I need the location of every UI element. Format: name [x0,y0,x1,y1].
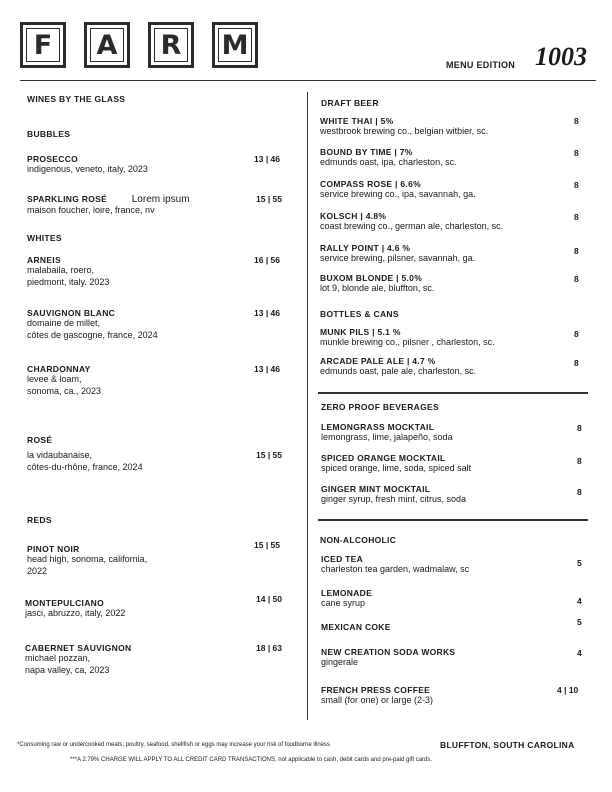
wine-desc: head high, sonoma, california, [27,554,148,564]
beverage-desc: gingerale [321,657,359,667]
mocktail-item [321,422,453,444]
mocktail-price: 8 [577,456,582,466]
beverage-name: FRENCH PRESS COFFEE [321,685,431,695]
location-label: BLUFFTON, SOUTH CAROLINA [440,740,575,750]
beverage-price: 4 [577,596,582,606]
wine-name: ARNEIS [27,255,61,265]
beverage-item [321,622,391,632]
wine-item [27,364,101,397]
beverage-item [321,685,433,707]
wine-desc: la vidaubanaise, [27,450,93,460]
mocktail-name: GINGER MINT MOCKTAIL [321,484,431,494]
beer-item [320,243,475,265]
wine-name-text: SPARKLING ROSÉ [27,194,108,204]
wine-item [27,544,147,577]
beer-item [320,356,476,378]
beer-item [320,211,503,233]
mocktail-name: SPICED ORANGE MOCKTAIL [321,453,446,463]
beer-name: MUNK PILS | 5.1 % [320,327,401,337]
bubbles-heading: BUBBLES [27,129,71,139]
wine-desc: côtes de gascogne, france, 2024 [27,329,158,340]
beverage-name: LEMONADE [321,588,373,598]
mocktail-item [321,484,466,506]
wine-name: ROSÉ [27,435,53,445]
beer-price: 8 [574,246,579,256]
zero-proof-heading: ZERO PROOF BEVERAGES [321,402,439,412]
beverage-price: 4 [577,648,582,658]
beer-name: WHITE THAI | 5% [320,116,394,126]
beer-item [320,327,495,349]
reds-heading: REDS [27,515,52,525]
mocktail-desc: spiced orange, lime, soda, spiced salt [321,463,472,473]
beer-desc: edmunds oast, pale ale, charleston, sc. [320,366,477,376]
wine-name-extra: Lorem ipsum [131,194,190,205]
beer-item [320,273,434,295]
logo-underline [20,80,596,81]
beer-price: 8 [574,180,579,190]
wine-item [27,194,190,217]
beer-price: 8 [574,274,579,284]
beverage-name: NEW CREATION SODA WORKS [321,647,456,657]
logo-letter-r-box [148,22,194,68]
beer-name: COMPASS ROSE | 6.6% [320,179,421,189]
wine-desc: 2022 [27,565,48,576]
beer-price: 8 [574,329,579,339]
beverage-desc: cane syrup [321,598,366,608]
logo-letter-a-box [84,22,130,68]
wine-name: PINOT NOIR [27,544,80,554]
logo-letter: M [221,29,249,61]
section-rule [318,519,588,521]
beverage-item [321,588,372,610]
wine-item [25,643,131,676]
wine-price: 13 | 46 [254,364,281,374]
mocktail-price: 8 [577,423,582,433]
beverage-price: 4 | 10 [557,685,579,695]
wine-desc: côtes-du-rhône, france, 2024 [27,461,143,472]
beer-desc: coast brewing co., german ale, charleston, sc. [320,221,504,231]
wine-name: SAUVIGNON BLANC [27,308,116,318]
wine-item [25,598,125,620]
wine-price: 18 | 63 [256,643,283,653]
beverage-price: 5 [577,617,582,627]
wine-price: 15 | 55 [254,540,281,550]
beer-name: BOUND BY TIME | 7% [320,147,413,157]
wine-price: 15 | 55 [256,194,283,204]
wine-desc: napa valley, ca, 2023 [25,664,110,675]
logo-letter: A [96,29,118,61]
beer-item [320,147,457,169]
whites-heading: WHITES [27,233,62,243]
wine-name: MONTEPULCIANO [25,598,104,608]
mocktail-desc: ginger syrup, fresh mint, citrus, soda [321,494,467,504]
beer-desc: service brewing co., ipa, savannah, ga. [320,189,476,199]
credit-card-notice: ***A 2.79% CHARGE WILL APPLY TO ALL CREDIT CARD TRANSACTIONS, not applicable to cash, debit cards and pre-paid gift cards. [70,757,433,763]
logo-letter: R [160,29,182,61]
wine-desc: malabaila, roero, [27,265,95,275]
wines-title: WINES BY THE GLASS [27,94,126,104]
wine-name [27,194,190,205]
wine-desc: jasci, abruzzo, italy, 2022 [25,608,126,618]
section-rule [318,392,588,394]
wine-price: 15 | 55 [256,450,283,460]
beverage-desc: small (for one) or large (2-3) [321,695,434,705]
wine-item [27,154,148,176]
food-safety-warning: *Consuming raw or undercooked meats, poultry, seafood, shellfish or eggs may increase your risk of foodborne illness [17,742,331,748]
beer-item [320,116,488,138]
wine-desc: maison foucher, loire, france, nv [27,205,155,215]
wine-desc: sonoma, ca., 2023 [27,385,102,396]
beverage-item [321,647,455,669]
beer-price: 8 [574,358,579,368]
non-alcoholic-heading: NON-ALCOHOLIC [320,535,397,545]
wine-name: PROSECCO [27,154,79,164]
wine-price: 14 | 50 [256,594,283,604]
beverage-item [321,554,469,576]
wine-name: CHARDONNAY [27,364,91,374]
menu-edition-label: MENU EDITION [446,60,516,70]
beer-name: ARCADE PALE ALE | 4.7 % [320,356,436,366]
beer-desc: munkle brewing co., pilsner , charleston, sc. [320,337,495,347]
beer-desc: service brewing, pilsner, savannah, ga. [320,253,476,263]
beverage-name: MEXICAN COKE [321,622,391,632]
wine-item [27,308,158,341]
beverage-name: ICED TEA [321,554,364,564]
mocktail-desc: lemongrass, lime, jalapeño, soda [321,432,453,442]
beer-desc: westbrook brewing co., belgian witbier, sc. [320,126,489,136]
wine-desc: indigenous, veneto, italy, 2023 [27,164,148,174]
beer-name: KOLSCH | 4.8% [320,211,387,221]
logo-letter-f-box [20,22,66,68]
wine-name: CABERNET SAUVIGNON [25,643,132,653]
wine-price: 16 | 56 [254,255,281,265]
logo-letter-m-box [212,22,258,68]
menu-edition-number: 1003 [535,42,587,71]
beverage-price: 5 [577,558,582,568]
beer-name: BUXOM BLONDE | 5.0% [320,273,423,283]
wine-desc: levee & loam, [27,374,82,384]
mocktail-name: LEMONGRASS MOCKTAIL [321,422,435,432]
wine-item [27,255,109,288]
beer-desc: edmunds oast, ipa, charleston, sc. [320,157,457,167]
beer-price: 8 [574,116,579,126]
mocktail-price: 8 [577,487,582,497]
wine-desc: michael pozzan, [25,653,91,663]
beer-price: 8 [574,148,579,158]
wine-desc: domaine de millet, [27,318,101,328]
logo-letter: F [33,29,53,61]
wine-item [27,435,143,473]
draft-heading: DRAFT BEER [321,98,379,108]
wine-desc: piedmont, italy. 2023 [27,276,110,287]
column-divider [307,92,308,720]
beer-name: RALLY POINT | 4.6 % [320,243,411,253]
beverage-desc: charleston tea garden, wadmalaw, sc [321,564,470,574]
wine-price: 13 | 46 [254,154,281,164]
bottles-heading: BOTTLES & CANS [320,309,399,319]
mocktail-item [321,453,471,475]
wine-price: 13 | 46 [254,308,281,318]
beer-price: 8 [574,212,579,222]
beer-item [320,179,476,201]
beer-desc: lot 9, blonde ale, bluffton, sc. [320,283,435,293]
